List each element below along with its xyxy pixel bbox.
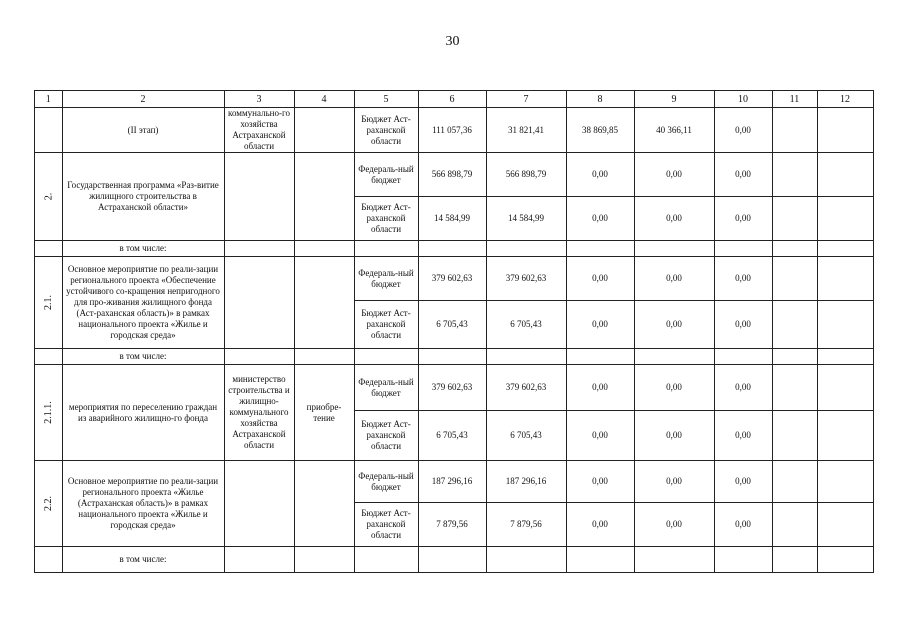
value-cell: 0,00 bbox=[634, 197, 714, 241]
empty-cell bbox=[224, 241, 294, 257]
empty-cell bbox=[817, 503, 873, 547]
col-header: 11 bbox=[772, 91, 817, 108]
empty-cell bbox=[354, 241, 418, 257]
value-cell: 0,00 bbox=[714, 197, 772, 241]
row-org: коммунально-го хозяйства Астраханской области bbox=[224, 108, 294, 153]
value-cell: 0,00 bbox=[566, 197, 634, 241]
table-row bbox=[35, 153, 874, 197]
empty-cell bbox=[224, 153, 294, 241]
value-cell: 0,00 bbox=[714, 153, 772, 197]
value-cell: 379 602,63 bbox=[418, 365, 486, 411]
empty-cell bbox=[35, 241, 63, 257]
empty-cell bbox=[354, 547, 418, 573]
value-cell: 14 584,99 bbox=[418, 197, 486, 241]
col-header: 9 bbox=[634, 91, 714, 108]
col-header: 7 bbox=[486, 91, 566, 108]
empty-cell bbox=[772, 461, 817, 503]
empty-cell bbox=[566, 547, 634, 573]
value-cell: 0,00 bbox=[634, 257, 714, 301]
budget-table bbox=[34, 90, 874, 573]
empty-cell bbox=[224, 349, 294, 365]
value-cell: 0,00 bbox=[566, 503, 634, 547]
col-header: 2 bbox=[62, 91, 224, 108]
empty-cell bbox=[294, 547, 354, 573]
empty-cell bbox=[817, 411, 873, 461]
empty-cell bbox=[817, 153, 873, 197]
empty-cell bbox=[294, 153, 354, 241]
value-cell: 379 602,63 bbox=[486, 365, 566, 411]
table-row bbox=[35, 108, 874, 153]
empty-cell bbox=[418, 241, 486, 257]
value-cell: 6 705,43 bbox=[418, 411, 486, 461]
funding-source: Федераль-ный бюджет bbox=[354, 461, 418, 503]
value-cell: 0,00 bbox=[566, 365, 634, 411]
funding-source: Бюджет Аст-раханской области bbox=[354, 197, 418, 241]
empty-cell bbox=[224, 461, 294, 547]
value-cell: 6 705,43 bbox=[486, 411, 566, 461]
value-cell: 7 879,56 bbox=[418, 503, 486, 547]
col-header: 4 bbox=[294, 91, 354, 108]
empty-cell bbox=[714, 547, 772, 573]
empty-cell bbox=[294, 257, 354, 349]
empty-cell bbox=[772, 197, 817, 241]
subtitle-row bbox=[35, 547, 874, 573]
empty-cell bbox=[224, 547, 294, 573]
table-row bbox=[35, 257, 874, 301]
value-cell: 0,00 bbox=[634, 301, 714, 349]
empty-cell bbox=[294, 241, 354, 257]
row-name: (II этап) bbox=[62, 108, 224, 153]
value-cell: 0,00 bbox=[634, 153, 714, 197]
empty-cell bbox=[566, 241, 634, 257]
row-action: приобре-тение bbox=[294, 365, 354, 461]
empty-cell bbox=[35, 547, 63, 573]
value-cell: 0,00 bbox=[634, 365, 714, 411]
empty-cell bbox=[772, 503, 817, 547]
empty-cell bbox=[817, 241, 873, 257]
row-name: Основное мероприятие по реали-зации регионального проекта «Обеспечение устойчивого со-кращения непригодного для про-живания жилищного фонда (Аст-раханская область)» в рамках национального проекта «Жилье и городская среда» bbox=[62, 257, 224, 349]
value-cell: 0,00 bbox=[566, 301, 634, 349]
funding-source: Федераль-ный бюджет bbox=[354, 153, 418, 197]
empty-cell bbox=[294, 461, 354, 547]
empty-cell bbox=[772, 241, 817, 257]
funding-source: Федераль-ный бюджет bbox=[354, 257, 418, 301]
empty-cell bbox=[418, 547, 486, 573]
value-cell: 31 821,41 bbox=[486, 108, 566, 153]
funding-source: Бюджет Аст-раханской области bbox=[354, 301, 418, 349]
row-number-cell bbox=[35, 461, 63, 547]
row-number: 2.2. bbox=[42, 496, 54, 511]
empty-cell bbox=[714, 241, 772, 257]
value-cell: 0,00 bbox=[566, 461, 634, 503]
header-row bbox=[35, 91, 874, 108]
value-cell: 379 602,63 bbox=[418, 257, 486, 301]
subtitle: в том числе: bbox=[62, 241, 224, 257]
col-header: 6 bbox=[418, 91, 486, 108]
col-header: 12 bbox=[817, 91, 873, 108]
empty-cell bbox=[224, 257, 294, 349]
value-cell: 111 057,36 bbox=[418, 108, 486, 153]
row-number: 2. bbox=[42, 192, 54, 201]
funding-source: Федераль-ный бюджет bbox=[354, 365, 418, 411]
value-cell: 6 705,43 bbox=[418, 301, 486, 349]
empty-cell bbox=[714, 349, 772, 365]
empty-cell bbox=[566, 349, 634, 365]
value-cell: 14 584,99 bbox=[486, 197, 566, 241]
empty-cell bbox=[354, 349, 418, 365]
row-number: 2.1. bbox=[42, 295, 54, 310]
value-cell: 0,00 bbox=[714, 503, 772, 547]
value-cell: 0,00 bbox=[714, 461, 772, 503]
subtitle: в том числе: bbox=[62, 547, 224, 573]
value-cell: 0,00 bbox=[634, 503, 714, 547]
empty-cell bbox=[486, 349, 566, 365]
funding-source: Бюджет Аст-раханской области bbox=[354, 108, 418, 153]
table-row bbox=[35, 365, 874, 411]
empty-cell bbox=[817, 461, 873, 503]
value-cell: 187 296,16 bbox=[418, 461, 486, 503]
empty-cell bbox=[486, 241, 566, 257]
value-cell: 187 296,16 bbox=[486, 461, 566, 503]
value-cell: 566 898,79 bbox=[486, 153, 566, 197]
empty-cell bbox=[418, 349, 486, 365]
empty-cell bbox=[817, 197, 873, 241]
value-cell: 0,00 bbox=[566, 257, 634, 301]
empty-cell bbox=[817, 257, 873, 301]
table-row bbox=[35, 461, 874, 503]
value-cell: 7 879,56 bbox=[486, 503, 566, 547]
empty-cell bbox=[817, 547, 873, 573]
value-cell: 0,00 bbox=[566, 153, 634, 197]
funding-source: Бюджет Аст-раханской области bbox=[354, 503, 418, 547]
empty-cell bbox=[817, 301, 873, 349]
col-header: 10 bbox=[714, 91, 772, 108]
value-cell: 0,00 bbox=[714, 365, 772, 411]
value-cell: 40 366,11 bbox=[634, 108, 714, 153]
empty-cell bbox=[817, 349, 873, 365]
empty-cell bbox=[772, 108, 817, 153]
empty-cell bbox=[772, 365, 817, 411]
col-header: 8 bbox=[566, 91, 634, 108]
empty-cell bbox=[294, 349, 354, 365]
empty-cell bbox=[634, 241, 714, 257]
empty-cell bbox=[817, 108, 873, 153]
value-cell: 0,00 bbox=[714, 257, 772, 301]
value-cell: 38 869,85 bbox=[566, 108, 634, 153]
value-cell: 6 705,43 bbox=[486, 301, 566, 349]
row-name: Основное мероприятие по реали-зации регионального проекта «Жилье (Астраханская область)» в рамках национального проекта «Жилье и городская среда» bbox=[62, 461, 224, 547]
value-cell: 0,00 bbox=[634, 411, 714, 461]
col-header: 5 bbox=[354, 91, 418, 108]
empty-cell bbox=[294, 108, 354, 153]
subtitle: в том числе: bbox=[62, 349, 224, 365]
empty-cell bbox=[772, 153, 817, 197]
row-number-cell bbox=[35, 257, 63, 349]
value-cell: 0,00 bbox=[634, 461, 714, 503]
value-cell: 0,00 bbox=[566, 411, 634, 461]
row-name: Государственная программа «Раз-витие жилищного строительства в Астраханской области» bbox=[62, 153, 224, 241]
row-org: министерство строительства и жилищно-коммунального хозяйства Астраханской области bbox=[224, 365, 294, 461]
value-cell: 566 898,79 bbox=[418, 153, 486, 197]
subtitle-row bbox=[35, 241, 874, 257]
row-number-cell bbox=[35, 365, 63, 461]
row-number: 2.1.1. bbox=[42, 401, 54, 424]
col-header: 3 bbox=[224, 91, 294, 108]
subtitle-row bbox=[35, 349, 874, 365]
value-cell: 0,00 bbox=[714, 411, 772, 461]
value-cell: 0,00 bbox=[714, 301, 772, 349]
empty-cell bbox=[817, 365, 873, 411]
value-cell: 0,00 bbox=[714, 108, 772, 153]
page-number: 30 bbox=[445, 34, 460, 49]
empty-cell bbox=[634, 349, 714, 365]
row-number-cell bbox=[35, 108, 63, 153]
empty-cell bbox=[634, 547, 714, 573]
col-header: 1 bbox=[35, 91, 63, 108]
empty-cell bbox=[772, 301, 817, 349]
value-cell: 379 602,63 bbox=[486, 257, 566, 301]
empty-cell bbox=[486, 547, 566, 573]
empty-cell bbox=[772, 349, 817, 365]
empty-cell bbox=[772, 257, 817, 301]
funding-source: Бюджет Аст-раханской области bbox=[354, 411, 418, 461]
empty-cell bbox=[35, 349, 63, 365]
row-number-cell bbox=[35, 153, 63, 241]
empty-cell bbox=[772, 547, 817, 573]
empty-cell bbox=[772, 411, 817, 461]
row-name: мероприятия по переселению граждан из аварийного жилищно-го фонда bbox=[62, 365, 224, 461]
